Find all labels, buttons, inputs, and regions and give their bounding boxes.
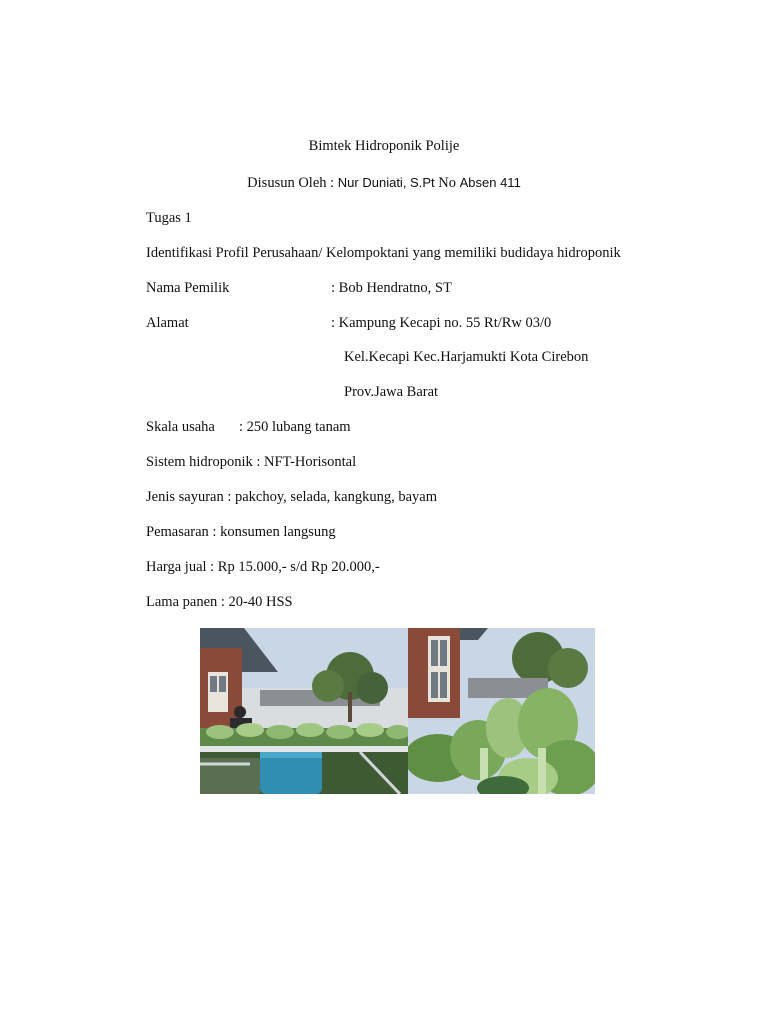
hydroponic-system: Sistem hidroponik : NFT-Horisontal <box>146 454 357 470</box>
author-no-label: No <box>434 175 460 191</box>
scale-label: Skala usaha <box>146 419 215 435</box>
address-line-2: Kel.Kecapi Kec.Harjamukti Kota Cirebon <box>344 349 589 365</box>
owner-value: : Bob Hendratno, ST <box>331 280 452 296</box>
document-subtitle: Identifikasi Profil Perusahaan/ Kelompoktani yang memiliki budidaya hidroponik <box>146 245 621 261</box>
scale-value: : 250 lubang tanam <box>239 419 351 435</box>
garden-overview-photo <box>200 628 408 794</box>
vegetable-types: Jenis sayuran : pakchoy, selada, kangkung, bayam <box>146 489 437 505</box>
selling-price: Harga jual : Rp 15.000,- s/d Rp 20.000,- <box>146 559 380 575</box>
pakchoy-closeup-photo <box>408 628 595 794</box>
address-label: Alamat <box>146 315 189 331</box>
document-title: Bimtek Hidroponik Polije <box>308 138 460 154</box>
address-line-1: : Kampung Kecapi no. 55 Rt/Rw 03/0 <box>331 315 552 331</box>
marketing: Pemasaran : konsumen langsung <box>146 524 336 540</box>
author-absen: Absen 411 <box>459 175 521 190</box>
author-line <box>0 174 768 192</box>
author-prefix: Disusun Oleh : <box>247 175 338 191</box>
address-line-3: Prov.Jawa Barat <box>344 384 439 400</box>
harvest-time: Lama panen : 20-40 HSS <box>146 594 293 610</box>
task-heading: Tugas 1 <box>146 210 192 226</box>
author-name: Nur Duniati, S.Pt <box>337 175 435 190</box>
owner-label: Nama Pemilik <box>146 280 230 296</box>
